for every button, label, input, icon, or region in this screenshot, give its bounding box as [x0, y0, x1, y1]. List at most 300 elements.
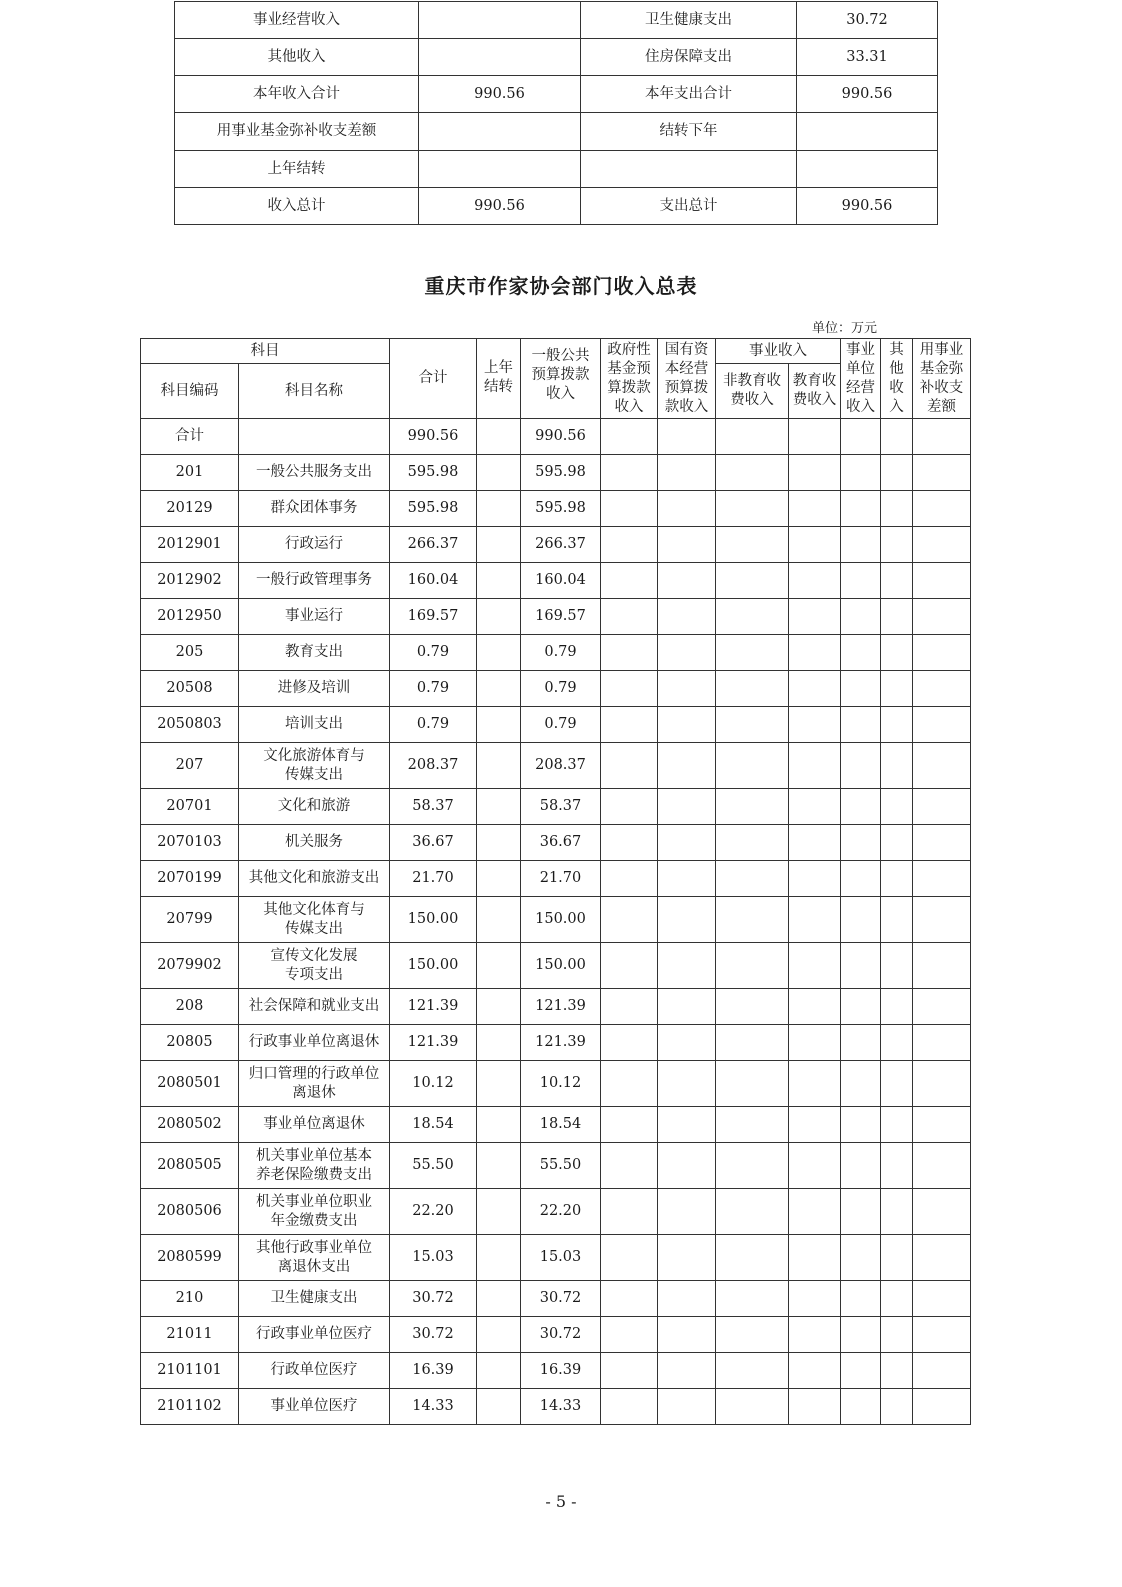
general-budget-cell: 58.37: [521, 789, 601, 825]
general-budget-cell: 150.00: [521, 943, 601, 989]
unit-operating-cell: [841, 419, 881, 455]
unit-operating-cell: [841, 707, 881, 743]
other-income-cell: [881, 419, 913, 455]
fund-makeup-cell: [913, 563, 971, 599]
state-capital-cell: [658, 1143, 716, 1189]
table-row: [141, 1025, 971, 1061]
income-item-cell: 本年收入合计: [175, 76, 419, 113]
unit-operating-cell: [841, 1189, 881, 1235]
subject-name-cell: 其他行政事业单位 离退休支出: [239, 1235, 390, 1281]
edu-fee-cell: [789, 743, 841, 789]
non-edu-fee-cell: [716, 743, 789, 789]
gov-fund-cell: [601, 527, 658, 563]
general-budget-cell: 16.39: [521, 1353, 601, 1389]
edu-fee-cell: [789, 1353, 841, 1389]
carryover-cell: [477, 1235, 521, 1281]
table-row: [141, 1235, 971, 1281]
subject-name-cell: 培训支出: [239, 707, 390, 743]
non-edu-fee-cell: [716, 897, 789, 943]
subject-name-cell: 行政事业单位离退休: [239, 1025, 390, 1061]
carryover-cell: [477, 1389, 521, 1425]
general-budget-cell: 169.57: [521, 599, 601, 635]
other-income-cell: [881, 789, 913, 825]
subject-code-cell: 2101101: [141, 1353, 239, 1389]
table-row: [141, 1281, 971, 1317]
general-budget-cell: 208.37: [521, 743, 601, 789]
table-row: [141, 707, 971, 743]
subject-code-cell: 2070199: [141, 861, 239, 897]
general-budget-cell: 121.39: [521, 989, 601, 1025]
state-capital-cell: [658, 419, 716, 455]
summary-row: [175, 2, 938, 39]
non-edu-fee-cell: [716, 1389, 789, 1425]
unit-operating-cell: [841, 789, 881, 825]
general-budget-cell: 30.72: [521, 1281, 601, 1317]
expense-amount-cell: 990.56: [797, 188, 938, 225]
subject-code-cell: 2050803: [141, 707, 239, 743]
non-edu-fee-cell: [716, 419, 789, 455]
subject-code-cell: 20805: [141, 1025, 239, 1061]
header-carryover: 上年 结转: [477, 339, 521, 419]
non-edu-fee-cell: [716, 1189, 789, 1235]
page-number: - 5 -: [545, 1492, 577, 1511]
subject-name-cell: 其他文化体育与 传媒支出: [239, 897, 390, 943]
header-total: 合计: [390, 339, 477, 419]
fund-makeup-cell: [913, 789, 971, 825]
non-edu-fee-cell: [716, 563, 789, 599]
general-budget-cell: 15.03: [521, 1235, 601, 1281]
total-cell: 266.37: [390, 527, 477, 563]
other-income-cell: [881, 1025, 913, 1061]
income-expense-summary-table: [174, 1, 938, 225]
table-row: [141, 1061, 971, 1107]
other-income-cell: [881, 527, 913, 563]
carryover-cell: [477, 825, 521, 861]
gov-fund-cell: [601, 419, 658, 455]
subject-name-cell: 事业运行: [239, 599, 390, 635]
header-other-income: 其 他 收 入: [881, 339, 913, 419]
subject-code-cell: 2080502: [141, 1107, 239, 1143]
fund-makeup-cell: [913, 897, 971, 943]
unit-operating-cell: [841, 635, 881, 671]
edu-fee-cell: [789, 897, 841, 943]
other-income-cell: [881, 671, 913, 707]
total-cell: 36.67: [390, 825, 477, 861]
department-income-table: [140, 338, 971, 1425]
subject-code-cell: 21011: [141, 1317, 239, 1353]
gov-fund-cell: [601, 707, 658, 743]
table-row: [141, 825, 971, 861]
edu-fee-cell: [789, 635, 841, 671]
edu-fee-cell: [789, 599, 841, 635]
subject-name-cell: 机关事业单位职业 年金缴费支出: [239, 1189, 390, 1235]
other-income-cell: [881, 491, 913, 527]
fund-makeup-cell: [913, 671, 971, 707]
other-income-cell: [881, 1061, 913, 1107]
income-amount-cell: 990.56: [419, 76, 581, 113]
state-capital-cell: [658, 825, 716, 861]
edu-fee-cell: [789, 825, 841, 861]
total-cell: 595.98: [390, 491, 477, 527]
table-row: [141, 419, 971, 455]
expense-amount-cell: 990.56: [797, 76, 938, 113]
table-row: [141, 563, 971, 599]
edu-fee-cell: [789, 455, 841, 491]
header-name: 科目名称: [239, 364, 390, 419]
gov-fund-cell: [601, 1143, 658, 1189]
subject-name-cell: 群众团体事务: [239, 491, 390, 527]
summary-row: [175, 151, 938, 188]
gov-fund-cell: [601, 1061, 658, 1107]
edu-fee-cell: [789, 1235, 841, 1281]
edu-fee-cell: [789, 1189, 841, 1235]
table-row: [141, 897, 971, 943]
unit-operating-cell: [841, 491, 881, 527]
carryover-cell: [477, 1061, 521, 1107]
other-income-cell: [881, 599, 913, 635]
fund-makeup-cell: [913, 635, 971, 671]
gov-fund-cell: [601, 897, 658, 943]
gov-fund-cell: [601, 1189, 658, 1235]
non-edu-fee-cell: [716, 707, 789, 743]
state-capital-cell: [658, 1107, 716, 1143]
non-edu-fee-cell: [716, 1143, 789, 1189]
carryover-cell: [477, 1281, 521, 1317]
unit-operating-cell: [841, 861, 881, 897]
carryover-cell: [477, 743, 521, 789]
unit-operating-cell: [841, 1281, 881, 1317]
total-cell: 121.39: [390, 1025, 477, 1061]
carryover-cell: [477, 861, 521, 897]
expense-item-cell: 住房保障支出: [581, 39, 797, 76]
non-edu-fee-cell: [716, 861, 789, 897]
total-cell: 30.72: [390, 1281, 477, 1317]
gov-fund-cell: [601, 943, 658, 989]
non-edu-fee-cell: [716, 1107, 789, 1143]
unit-operating-cell: [841, 563, 881, 599]
income-item-cell: 用事业基金弥补收支差额: [175, 113, 419, 151]
subject-code-cell: 205: [141, 635, 239, 671]
carryover-cell: [477, 455, 521, 491]
non-edu-fee-cell: [716, 491, 789, 527]
state-capital-cell: [658, 1235, 716, 1281]
table-row: [141, 989, 971, 1025]
unit-operating-cell: [841, 671, 881, 707]
edu-fee-cell: [789, 527, 841, 563]
general-budget-cell: 0.79: [521, 635, 601, 671]
carryover-cell: [477, 897, 521, 943]
gov-fund-cell: [601, 989, 658, 1025]
total-cell: 55.50: [390, 1143, 477, 1189]
income-item-cell: 收入总计: [175, 188, 419, 225]
unit-operating-cell: [841, 1317, 881, 1353]
table-row: [141, 1107, 971, 1143]
edu-fee-cell: [789, 1317, 841, 1353]
unit-operating-cell: [841, 527, 881, 563]
subject-code-cell: 20799: [141, 897, 239, 943]
other-income-cell: [881, 897, 913, 943]
state-capital-cell: [658, 527, 716, 563]
carryover-cell: [477, 989, 521, 1025]
subject-name-cell: 事业单位医疗: [239, 1389, 390, 1425]
carryover-cell: [477, 419, 521, 455]
expense-amount-cell: [797, 151, 938, 188]
unit-operating-cell: [841, 1143, 881, 1189]
total-cell: 0.79: [390, 635, 477, 671]
general-budget-cell: 21.70: [521, 861, 601, 897]
state-capital-cell: [658, 635, 716, 671]
total-cell: 150.00: [390, 943, 477, 989]
gov-fund-cell: [601, 455, 658, 491]
income-amount-cell: [419, 2, 581, 39]
subject-code-cell: 20129: [141, 491, 239, 527]
general-budget-cell: 22.20: [521, 1189, 601, 1235]
expense-item-cell: 支出总计: [581, 188, 797, 225]
carryover-cell: [477, 707, 521, 743]
state-capital-cell: [658, 897, 716, 943]
subject-name-cell: 行政单位医疗: [239, 1353, 390, 1389]
state-capital-cell: [658, 671, 716, 707]
state-capital-cell: [658, 1317, 716, 1353]
non-edu-fee-cell: [716, 671, 789, 707]
gov-fund-cell: [601, 1281, 658, 1317]
subject-name-cell: 社会保障和就业支出: [239, 989, 390, 1025]
fund-makeup-cell: [913, 527, 971, 563]
other-income-cell: [881, 563, 913, 599]
unit-operating-cell: [841, 1389, 881, 1425]
unit-operating-cell: [841, 897, 881, 943]
other-income-cell: [881, 943, 913, 989]
non-edu-fee-cell: [716, 1317, 789, 1353]
subject-code-cell: 2080506: [141, 1189, 239, 1235]
fund-makeup-cell: [913, 943, 971, 989]
fund-makeup-cell: [913, 419, 971, 455]
header-general-budget: 一般公共 预算拨款 收入: [521, 339, 601, 419]
edu-fee-cell: [789, 1281, 841, 1317]
income-item-cell: 其他收入: [175, 39, 419, 76]
fund-makeup-cell: [913, 1143, 971, 1189]
edu-fee-cell: [789, 989, 841, 1025]
unit-operating-cell: [841, 943, 881, 989]
table-row: [141, 527, 971, 563]
state-capital-cell: [658, 1389, 716, 1425]
edu-fee-cell: [789, 1025, 841, 1061]
total-cell: 169.57: [390, 599, 477, 635]
gov-fund-cell: [601, 1353, 658, 1389]
general-budget-cell: 0.79: [521, 671, 601, 707]
total-cell: 21.70: [390, 861, 477, 897]
subject-name-cell: 一般公共服务支出: [239, 455, 390, 491]
subject-code-cell: 2079902: [141, 943, 239, 989]
total-cell: 160.04: [390, 563, 477, 599]
table-row: [141, 789, 971, 825]
fund-makeup-cell: [913, 707, 971, 743]
subject-code-cell: 2070103: [141, 825, 239, 861]
fund-makeup-cell: [913, 1317, 971, 1353]
unit-operating-cell: [841, 1025, 881, 1061]
fund-makeup-cell: [913, 599, 971, 635]
other-income-cell: [881, 1235, 913, 1281]
header-business-income: 事业收入: [716, 339, 841, 364]
income-amount-cell: 990.56: [419, 188, 581, 225]
table-row: [141, 491, 971, 527]
subject-name-cell: 归口管理的行政单位 离退休: [239, 1061, 390, 1107]
gov-fund-cell: [601, 563, 658, 599]
fund-makeup-cell: [913, 491, 971, 527]
subject-code-cell: 210: [141, 1281, 239, 1317]
non-edu-fee-cell: [716, 635, 789, 671]
edu-fee-cell: [789, 419, 841, 455]
fund-makeup-cell: [913, 989, 971, 1025]
unit-operating-cell: [841, 1353, 881, 1389]
general-budget-cell: 595.98: [521, 491, 601, 527]
carryover-cell: [477, 1025, 521, 1061]
table-row: [141, 599, 971, 635]
state-capital-cell: [658, 989, 716, 1025]
general-budget-cell: 990.56: [521, 419, 601, 455]
general-budget-cell: 14.33: [521, 1389, 601, 1425]
gov-fund-cell: [601, 861, 658, 897]
general-budget-cell: 160.04: [521, 563, 601, 599]
total-cell: 22.20: [390, 1189, 477, 1235]
fund-makeup-cell: [913, 455, 971, 491]
non-edu-fee-cell: [716, 989, 789, 1025]
general-budget-cell: 266.37: [521, 527, 601, 563]
summary-row: [175, 188, 938, 225]
edu-fee-cell: [789, 563, 841, 599]
general-budget-cell: 121.39: [521, 1025, 601, 1061]
unit-operating-cell: [841, 599, 881, 635]
other-income-cell: [881, 743, 913, 789]
carryover-cell: [477, 527, 521, 563]
subject-code-cell: 201: [141, 455, 239, 491]
table-row: [141, 743, 971, 789]
fund-makeup-cell: [913, 1189, 971, 1235]
subject-code-cell: 207: [141, 743, 239, 789]
summary-table-body: [175, 2, 938, 225]
total-cell: 121.39: [390, 989, 477, 1025]
carryover-cell: [477, 943, 521, 989]
other-income-cell: [881, 861, 913, 897]
state-capital-cell: [658, 1281, 716, 1317]
total-cell: 18.54: [390, 1107, 477, 1143]
fund-makeup-cell: [913, 1061, 971, 1107]
header-state-capital: 国有资 本经营 预算拨 款收入: [658, 339, 716, 419]
fund-makeup-cell: [913, 743, 971, 789]
subject-code-cell: 2012950: [141, 599, 239, 635]
state-capital-cell: [658, 599, 716, 635]
table-row: [141, 1189, 971, 1235]
gov-fund-cell: [601, 1235, 658, 1281]
non-edu-fee-cell: [716, 1025, 789, 1061]
state-capital-cell: [658, 861, 716, 897]
state-capital-cell: [658, 491, 716, 527]
total-cell: 0.79: [390, 671, 477, 707]
state-capital-cell: [658, 707, 716, 743]
fund-makeup-cell: [913, 1107, 971, 1143]
other-income-cell: [881, 1189, 913, 1235]
edu-fee-cell: [789, 707, 841, 743]
summary-row: [175, 76, 938, 113]
state-capital-cell: [658, 743, 716, 789]
gov-fund-cell: [601, 743, 658, 789]
header-unit-operating: 事业 单位 经营 收入: [841, 339, 881, 419]
gov-fund-cell: [601, 599, 658, 635]
gov-fund-cell: [601, 1389, 658, 1425]
other-income-cell: [881, 1389, 913, 1425]
other-income-cell: [881, 635, 913, 671]
other-income-cell: [881, 1107, 913, 1143]
total-cell: 30.72: [390, 1317, 477, 1353]
other-income-cell: [881, 825, 913, 861]
other-income-cell: [881, 989, 913, 1025]
total-cell: 16.39: [390, 1353, 477, 1389]
header-gov-fund: 政府性 基金预 算拨款 收入: [601, 339, 658, 419]
non-edu-fee-cell: [716, 1061, 789, 1107]
subject-code-cell: 2080501: [141, 1061, 239, 1107]
total-cell: 0.79: [390, 707, 477, 743]
gov-fund-cell: [601, 1025, 658, 1061]
table-body: [141, 419, 971, 1425]
fund-makeup-cell: [913, 1025, 971, 1061]
table-row: [141, 1353, 971, 1389]
general-budget-cell: 18.54: [521, 1107, 601, 1143]
unit-operating-cell: [841, 1061, 881, 1107]
carryover-cell: [477, 599, 521, 635]
edu-fee-cell: [789, 491, 841, 527]
subject-code-cell: 2101102: [141, 1389, 239, 1425]
state-capital-cell: [658, 1353, 716, 1389]
header-subject: 科目: [141, 339, 390, 364]
fund-makeup-cell: [913, 1353, 971, 1389]
subject-name-cell: 机关服务: [239, 825, 390, 861]
subject-name-cell: 一般行政管理事务: [239, 563, 390, 599]
carryover-cell: [477, 635, 521, 671]
other-income-cell: [881, 1281, 913, 1317]
table-row: [141, 671, 971, 707]
page-title: 重庆市作家协会部门收入总表: [424, 274, 698, 298]
subject-name-cell: 宣传文化发展 专项支出: [239, 943, 390, 989]
subject-code-cell: 2080599: [141, 1235, 239, 1281]
state-capital-cell: [658, 1061, 716, 1107]
non-edu-fee-cell: [716, 825, 789, 861]
total-cell: 150.00: [390, 897, 477, 943]
expense-item-cell: 本年支出合计: [581, 76, 797, 113]
header-fund-makeup: 用事业 基金弥 补收支 差额: [913, 339, 971, 419]
fund-makeup-cell: [913, 1281, 971, 1317]
subject-code-cell: 208: [141, 989, 239, 1025]
gov-fund-cell: [601, 1107, 658, 1143]
table-row: [141, 455, 971, 491]
unit-label: 单位：万元: [812, 321, 878, 336]
general-budget-cell: 10.12: [521, 1061, 601, 1107]
summary-row: [175, 113, 938, 151]
subject-name-cell: 进修及培训: [239, 671, 390, 707]
edu-fee-cell: [789, 943, 841, 989]
subject-name-cell: 其他文化和旅游支出: [239, 861, 390, 897]
subject-name-cell: 行政事业单位医疗: [239, 1317, 390, 1353]
state-capital-cell: [658, 1025, 716, 1061]
income-item-cell: 上年结转: [175, 151, 419, 188]
gov-fund-cell: [601, 491, 658, 527]
table-row: [141, 1389, 971, 1425]
table-row: [141, 861, 971, 897]
gov-fund-cell: [601, 789, 658, 825]
unit-operating-cell: [841, 825, 881, 861]
table-row: [141, 1317, 971, 1353]
expense-item-cell: [581, 151, 797, 188]
income-amount-cell: [419, 113, 581, 151]
